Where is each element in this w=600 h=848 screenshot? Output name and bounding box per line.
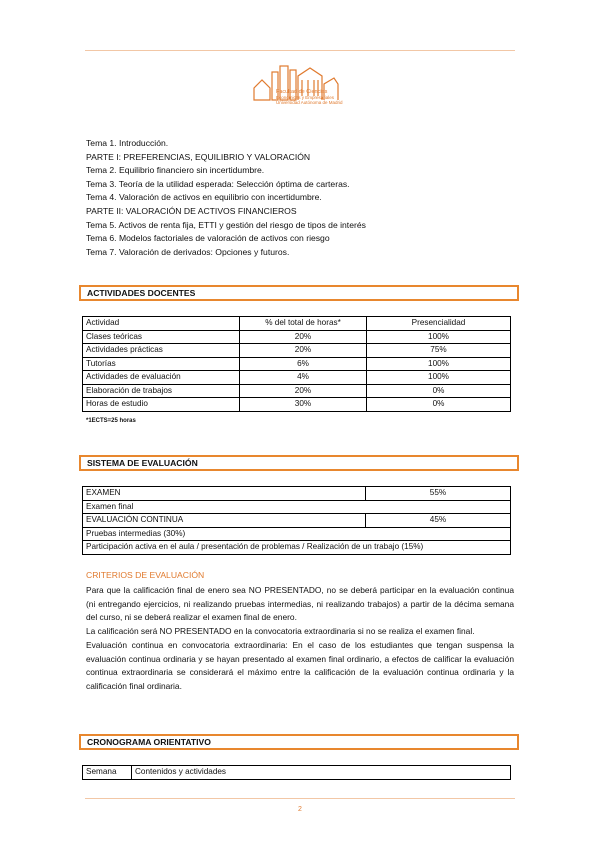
table-cell: Examen final (83, 500, 511, 514)
table-cell: Elaboración de trabajos (83, 384, 240, 398)
table-row (83, 487, 511, 501)
header-rule (85, 50, 515, 51)
topic-item: Tema 3. Teoría de la utilidad esperada: Selección óptima de carteras. (86, 178, 350, 189)
table-row (83, 330, 511, 344)
footer-rule (85, 798, 515, 799)
schedule-heading: CRONOGRAMA ORIENTATIVO (79, 734, 519, 750)
topic-item: Tema 1. Introducción. (86, 138, 169, 148)
logo-caption: Facultad de Ciencias Económicas y Empresariales Universidad Autónoma de Madrid (276, 89, 343, 105)
table-row (83, 500, 511, 514)
table-cell: 100% (367, 330, 511, 344)
activities-table (82, 316, 511, 412)
topic-item: Tema 2. Equilibrio financiero sin incertidumbre. (86, 165, 265, 176)
table-cell: Actividades de evaluación (83, 371, 240, 385)
table-cell: 30% (240, 398, 367, 412)
table-cell: 4% (240, 371, 367, 385)
table-row (83, 398, 511, 412)
criteria-text (86, 584, 514, 694)
table-header-cell: Presencialidad (367, 317, 511, 331)
table-cell: 45% (366, 514, 511, 528)
topic-item: Tema 7. Valoración de derivados: Opciones y futuros. (86, 246, 290, 257)
table-header-cell: Actividad (83, 317, 240, 331)
table-header-cell: Contenidos y actividades (132, 766, 511, 780)
table-row (83, 527, 511, 541)
table-cell: EVALUACIÓN CONTINUA (83, 514, 366, 528)
table-cell: 6% (240, 357, 367, 371)
table-row (83, 514, 511, 528)
table-cell: EXAMEN (83, 487, 366, 501)
topic-list (86, 137, 366, 259)
table-header-cell: Semana (83, 766, 132, 780)
table-row (83, 384, 511, 398)
ects-note: *1ECTS=25 horas (86, 418, 136, 424)
page-number: 2 (298, 806, 302, 813)
table-cell: 0% (367, 398, 511, 412)
table-cell: Pruebas intermedias (30%) (83, 527, 511, 541)
topic-item: Tema 4. Valoración de activos en equilibrio con incertidumbre. (86, 192, 322, 203)
table-row (83, 357, 511, 371)
table-row (83, 541, 511, 555)
table-header-cell: % del total de horas* (240, 317, 367, 331)
table-cell: Clases teóricas (83, 330, 240, 344)
table-cell: Horas de estudio (83, 398, 240, 412)
criteria-paragraph: Para que la calificación final de enero sea NO PRESENTADO, no se deberá participar en la evaluación continua (ni entregando ejercicios, ni realizando pruebas intermedias, ni realizando trabajos) a partir de la décima semana del curso, ni se deberá realizar el examen final de enero. (86, 585, 514, 623)
table-row (83, 344, 511, 358)
evaluation-heading: SISTEMA DE EVALUACIÓN (79, 455, 519, 471)
schedule-table (82, 765, 511, 780)
evaluation-table (82, 486, 511, 555)
table-row (83, 371, 511, 385)
topic-item: Tema 5. Activos de renta fija, ETTI y gestión del riesgo de tipos de interés (86, 219, 366, 230)
table-header-row (83, 766, 511, 780)
table-cell: 75% (367, 344, 511, 358)
table-cell: Participación activa en el aula / presentación de problemas / Realización de un trabajo (15%) (83, 541, 511, 555)
table-cell: 20% (240, 384, 367, 398)
activities-heading: ACTIVIDADES DOCENTES (79, 285, 519, 301)
criteria-paragraph: La calificación será NO PRESENTADO en la convocatoria extraordinaria si no se realiza el examen final. (86, 626, 475, 637)
table-cell: 100% (367, 371, 511, 385)
table-cell: Tutorías (83, 357, 240, 371)
criteria-paragraph: Evaluación continua en convocatoria extraordinaria: En el caso de los estudiantes que tengan suspensa la evaluación continua ordinaria y se hayan presentado al examen final ordinario, a efectos de calificar la evaluación continua extraordinaria se considerará el máximo entre la calificación de la evaluación continua ordinaria y la calificación final ordinaria. (86, 639, 514, 691)
table-header-row (83, 317, 511, 331)
criteria-title: CRITERIOS DE EVALUACIÓN (86, 570, 205, 580)
table-cell: 55% (366, 487, 511, 501)
table-cell: 20% (240, 330, 367, 344)
topic-item: PARTE II: VALORACIÓN DE ACTIVOS FINANCIEROS (86, 205, 297, 216)
topic-item: PARTE I: PREFERENCIAS, EQUILIBRIO Y VALORACIÓN (86, 151, 311, 162)
faculty-logo (248, 58, 344, 118)
topic-item: Tema 6. Modelos factoriales de valoración de activos con riesgo (86, 233, 330, 244)
table-cell: 20% (240, 344, 367, 358)
table-cell: 100% (367, 357, 511, 371)
table-cell: 0% (367, 384, 511, 398)
table-cell: Actividades prácticas (83, 344, 240, 358)
